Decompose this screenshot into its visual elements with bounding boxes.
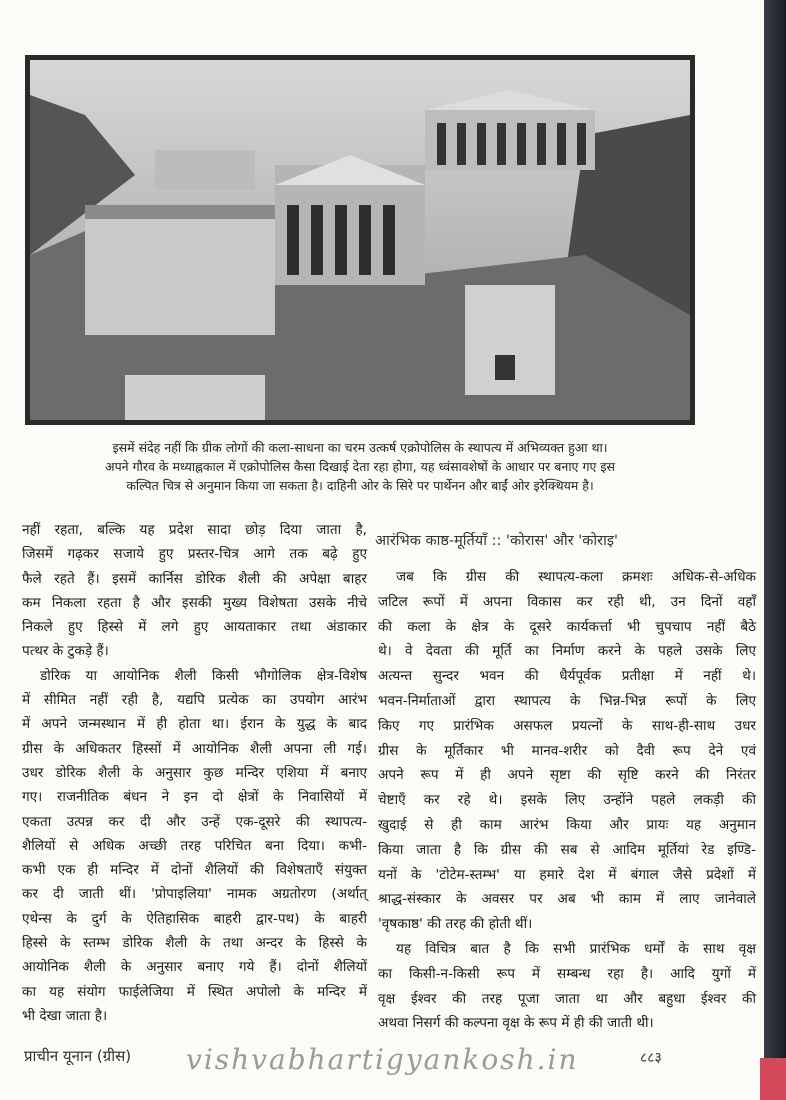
text-line: 'वृषकाष्ठ' की तरह की होती थीं। <box>378 916 533 933</box>
text-line: यह विचित्र बात है कि सभी प्रारंभिक धर्मों के साथ वृक्ष <box>396 940 756 957</box>
right-column <box>378 565 756 1036</box>
text-line: निकले हुए हिस्से में लगे हुए आयताकार तथा अंडाकार <box>22 619 367 636</box>
text-line: में अपने जन्मस्थान में ही होता था। ईरान के युद्ध के बाद <box>22 716 367 733</box>
text-line: का किसी-न-किसी रूप में सम्बन्ध रहा है। आदि युगों में <box>378 965 756 982</box>
text-line: कम निकला रहता है और इसकी मुख्य विशेषता उसके नीचे <box>22 594 367 611</box>
text-line: यनों के 'टोटेम-स्तम्भ' या हमारे देश में बंगाल जैसे प्रदेशों में <box>378 866 756 883</box>
text-line: ग्रीस के मूर्तिकार भी मानव-शरीर को दैवी रूप देने एवं <box>378 742 756 759</box>
acropolis-illustration <box>25 55 695 425</box>
left-column <box>22 518 367 1028</box>
text-line: वृक्ष ईश्वर की तरह पूजा जाता था और बहुधा ईश्वर की <box>378 990 756 1007</box>
section-heading: आरंभिक काष्ठ-मूर्तियाँ :: 'कोरास' और 'कोराइ' <box>375 533 618 549</box>
binding-ribbon <box>760 1058 786 1100</box>
caption-line: इसमें संदेह नहीं कि ग्रीक लोगों की कला-साधना का चरम उत्कर्ष एक्रोपोलिस के स्थापत्य में अभिव्यक्त हुआ था। <box>112 440 608 455</box>
watermark: vishvabhartigyankosh.in <box>186 1043 579 1076</box>
text-line: की कला के क्षेत्र के दूसरे कार्यकर्त्ता भी चुपचाप नहीं बैठे <box>378 618 756 635</box>
text-line: उधर डोरिक शैली के अनुसार कुछ मन्दिर एशिया में बनाए <box>22 764 367 781</box>
text-line: आयोनिक शैली के अनुसार बनाए गये हैं। दोनों शैलियों <box>22 959 367 976</box>
page-number: ८८३ <box>640 1050 662 1066</box>
text-line: एकता उत्पन्न कर दी और उन्हें एक-दूसरे की स्थापत्य- <box>22 813 367 830</box>
text-line: ग्रीस के अधिकतर हिस्सों में आयोनिक शैली अपना ली गई। <box>22 740 367 757</box>
text-line: कभी एक ही मन्दिर में दोनों शैलियों की विशेषताएँ संयुक्त <box>22 862 367 879</box>
text-line: शैलियों से अधिक अच्छी तरह परिचित बना दिया। कभी- <box>22 837 367 854</box>
text-line: भवन-निर्माताओं द्वारा स्थापत्य के भिन्न-भिन्न रूपों के लिए <box>378 692 756 709</box>
text-line: गए। राजनीतिक बंधन ने इन दो क्षेत्रों के निवासियों में <box>22 789 367 806</box>
figure-caption <box>30 438 690 495</box>
text-line: थे। वे देवता की मूर्ति का निर्माण करने के पहले उसके लिए <box>378 643 756 660</box>
text-line: पत्थर के टुकड़े हैं। <box>22 643 109 660</box>
caption-line: अपने गौरव के मध्याह्नकाल में एक्रोपोलिस कैसा दिखाई देता रहा होगा, यह ध्वंसावशेषों के आधार पर बनाए गए इस <box>105 459 615 474</box>
text-line: खुदाई से ही काम आरंभ किया और प्रायः यह अनुमान <box>378 816 756 833</box>
caption-line: कल्पित चित्र से अनुमान किया जा सकता है। दाहिनी ओर के सिरे पर पार्थेनन और बाईं ओर इरेक्थियम है। <box>126 478 594 493</box>
text-line: जब कि ग्रीस की स्थापत्य-कला क्रमशः अधिक-से-अधिक <box>396 569 756 585</box>
book-binding-edge <box>764 0 786 1100</box>
running-title: प्राचीन यूनान (ग्रीस) <box>24 1047 132 1065</box>
text-line: हिस्से के स्तम्भ डोरिक शैली के तथा अन्दर के हिस्से के <box>22 935 367 952</box>
text-line: कर दी जाती थीं। 'प्रोपाइलिया' नामक अग्रतोरण (अर्थात् <box>22 886 367 903</box>
text-line: जटिल रूपों में अपना विकास कर रही थी, उन दिनों वहाँ <box>378 593 756 610</box>
text-line: नहीं रहता, बल्कि यह प्रदेश सादा छोड़ दिया जाता है, <box>22 522 367 538</box>
text-line: फैले रहते हैं। इसमें कार्निस डोरिक शैली की अपेक्षा बाहर <box>22 570 367 587</box>
text-line: जिसमें गढ़कर सजाये हुए प्रस्तर-चित्र आगे तक बढ़े हुए <box>22 546 367 563</box>
text-line: श्राद्ध-संस्कार के अवसर पर अब भी काम में लाए जानेवाले <box>378 891 756 908</box>
text-line: चेष्टाएँ कर रहे थे। इसके लिए उन्होंने पहले लकड़ी की <box>378 792 756 809</box>
text-line: किया जाता है कि ग्रीस की सब से आदिम मूर्तियां रेड इण्डि- <box>378 841 756 858</box>
text-line: भी देखा जाता है। <box>22 1007 108 1024</box>
text-line: एथेन्स के दुर्ग के ऐतिहासिक बाहरी द्वार-पथ) के बाहरी <box>22 910 367 927</box>
text-line: अपने रूप में ही अपने सृष्टा की सृष्टि करने की निरंतर <box>378 767 756 784</box>
text-line: अथवा निसर्ग की कल्पना वृक्ष के रूप में ही की जाती थी। <box>378 1015 654 1032</box>
text-line: किए गए प्रारंभिक असफल प्रयत्नों के साथ-ही-साथ उधर <box>378 717 756 734</box>
text-line: डोरिक या आयोनिक शैली किसी भौगोलिक क्षेत्र-विशेष <box>40 667 367 684</box>
text-line: का यह संयोग फाईलेजिया में स्थित अपोलो के मन्दिर में <box>22 983 367 1000</box>
text-line: में सीमित नहीं रही है, यद्यपि प्रत्येक का उपयोग आरंभ <box>22 692 367 709</box>
text-line: अत्यन्त सुन्दर भवन की धैर्यपूर्वक प्रतीक्षा में नहीं थे। <box>378 668 756 685</box>
